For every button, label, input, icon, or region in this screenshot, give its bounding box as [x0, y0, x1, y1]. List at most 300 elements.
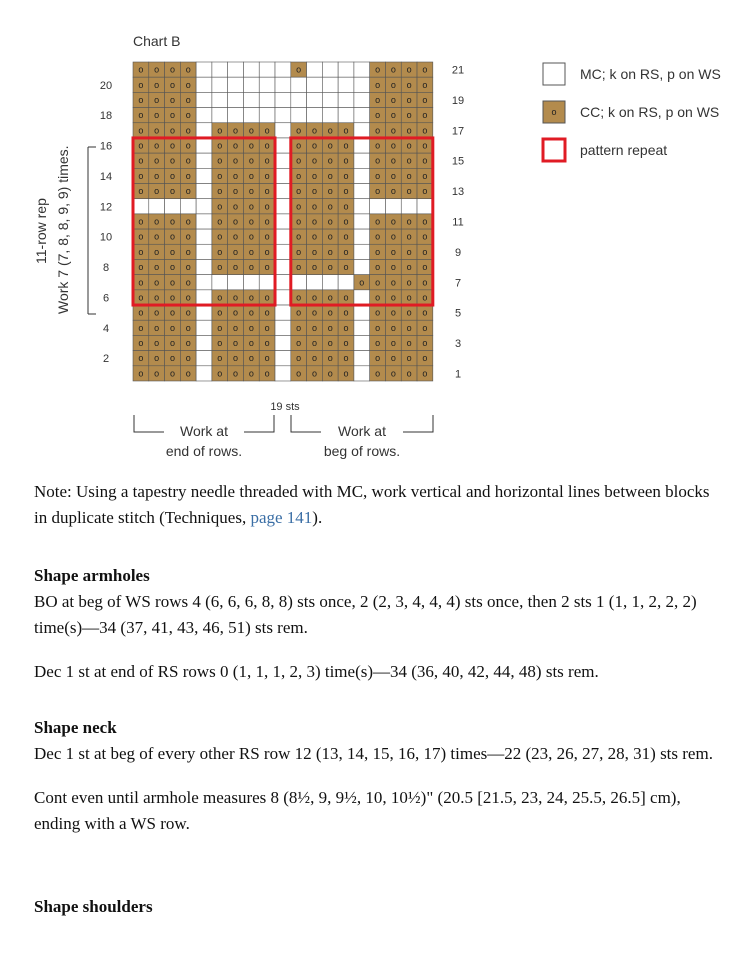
cc-stitch-symbol: o: [422, 277, 428, 288]
cc-stitch-symbol: o: [390, 277, 396, 288]
cc-stitch-symbol: o: [327, 155, 333, 166]
cc-stitch-symbol: o: [406, 170, 412, 181]
cc-stitch-symbol: o: [327, 246, 333, 257]
cc-stitch-symbol: o: [390, 140, 396, 151]
cc-stitch-symbol: o: [327, 353, 333, 364]
cc-stitch-symbol: o: [154, 64, 160, 75]
mc-stitch-cell: [275, 153, 291, 168]
cc-stitch-symbol: o: [217, 246, 223, 257]
cc-stitch-symbol: o: [375, 368, 381, 379]
cc-stitch-symbol: o: [422, 110, 428, 121]
mc-stitch-cell: [165, 199, 181, 214]
cc-stitch-symbol: o: [296, 155, 302, 166]
mc-stitch-cell: [149, 199, 165, 214]
mc-stitch-cell: [354, 229, 370, 244]
cc-stitch-symbol: o: [406, 216, 412, 227]
neck-p2: Cont even until armhole measures 8 (8½, 9, 9½, 10, 10½)" (20.5 [21.5, 23, 24, 25.5, 26.5] cm), ending with a WS row.: [34, 788, 681, 833]
cc-stitch-symbol: o: [375, 170, 381, 181]
mc-stitch-cell: [196, 123, 212, 138]
cc-stitch-symbol: o: [233, 322, 239, 333]
note-end: ).: [312, 508, 323, 527]
mc-stitch-cell: [275, 168, 291, 183]
cc-stitch-symbol: o: [343, 170, 349, 181]
cc-stitch-symbol: o: [422, 140, 428, 151]
cc-stitch-symbol: o: [185, 353, 191, 364]
cc-stitch-symbol: o: [185, 307, 191, 318]
cc-stitch-symbol: o: [248, 170, 254, 181]
mc-stitch-cell: [338, 62, 354, 77]
cc-stitch-symbol: o: [138, 94, 144, 105]
cc-stitch-symbol: o: [185, 338, 191, 349]
mc-stitch-cell: [354, 199, 370, 214]
cc-stitch-symbol: o: [343, 338, 349, 349]
mc-stitch-cell: [401, 199, 417, 214]
mc-stitch-cell: [417, 199, 433, 214]
mc-stitch-cell: [196, 290, 212, 305]
cc-stitch-symbol: o: [233, 140, 239, 151]
cc-stitch-symbol: o: [264, 307, 270, 318]
cc-stitch-symbol: o: [406, 292, 412, 303]
cc-stitch-symbol: o: [375, 64, 381, 75]
cc-stitch-symbol: o: [311, 292, 317, 303]
cc-stitch-symbol: o: [422, 353, 428, 364]
cc-stitch-symbol: o: [311, 125, 317, 136]
mc-stitch-cell: [307, 92, 323, 107]
cc-stitch-symbol: o: [233, 307, 239, 318]
mc-stitch-cell: [275, 244, 291, 259]
legend-repeat-label: pattern repeat: [580, 142, 668, 158]
cc-stitch-symbol: o: [138, 307, 144, 318]
cc-stitch-symbol: o: [406, 64, 412, 75]
cc-stitch-symbol: o: [390, 292, 396, 303]
cc-stitch-symbol: o: [233, 246, 239, 257]
cc-stitch-symbol: o: [390, 186, 396, 197]
cc-stitch-symbol: o: [248, 262, 254, 273]
cc-stitch-symbol: o: [327, 231, 333, 242]
mc-stitch-cell: [243, 77, 259, 92]
mc-stitch-cell: [354, 153, 370, 168]
cc-stitch-symbol: o: [296, 246, 302, 257]
mc-stitch-cell: [338, 92, 354, 107]
cc-stitch-symbol: o: [422, 155, 428, 166]
cc-stitch-symbol: o: [390, 64, 396, 75]
cc-stitch-symbol: o: [327, 338, 333, 349]
cc-stitch-symbol: o: [422, 231, 428, 242]
mc-stitch-cell: [196, 153, 212, 168]
cc-stitch-symbol: o: [248, 155, 254, 166]
cc-stitch-symbol: o: [138, 322, 144, 333]
cc-stitch-symbol: o: [248, 322, 254, 333]
cc-stitch-symbol: o: [406, 231, 412, 242]
mc-stitch-cell: [212, 77, 228, 92]
mc-stitch-cell: [259, 275, 275, 290]
legend-mc-label: MC; k on RS, p on WS: [580, 66, 721, 82]
cc-stitch-symbol: o: [169, 155, 175, 166]
cc-stitch-symbol: o: [311, 338, 317, 349]
cc-stitch-symbol: o: [154, 94, 160, 105]
cc-stitch-symbol: o: [248, 216, 254, 227]
cc-stitch-symbol: o: [185, 170, 191, 181]
mc-stitch-cell: [275, 259, 291, 274]
cc-stitch-symbol: o: [311, 201, 317, 212]
cc-stitch-symbol: o: [169, 94, 175, 105]
cc-stitch-symbol: o: [406, 338, 412, 349]
mc-stitch-cell: [275, 138, 291, 153]
right-row-numbers: [452, 65, 464, 381]
cc-stitch-symbol: o: [311, 231, 317, 242]
note-paragraph: [34, 479, 724, 531]
left-row-numbers: [100, 80, 112, 365]
chart-grid: [133, 62, 433, 381]
cc-stitch-symbol: o: [169, 64, 175, 75]
cc-stitch-symbol: o: [296, 140, 302, 151]
right-row-number: 5: [454, 307, 462, 320]
cc-stitch-symbol: o: [390, 94, 396, 105]
armholes-section: [34, 563, 724, 685]
mc-stitch-cell: [259, 77, 275, 92]
cc-stitch-symbol: o: [264, 368, 270, 379]
mc-stitch-cell: [228, 275, 244, 290]
cc-stitch-symbol: o: [169, 216, 175, 227]
mc-stitch-cell: [212, 108, 228, 123]
mc-stitch-cell: [275, 320, 291, 335]
cc-stitch-symbol: o: [217, 338, 223, 349]
cc-stitch-symbol: o: [375, 125, 381, 136]
mc-stitch-cell: [259, 62, 275, 77]
cc-stitch-symbol: o: [185, 140, 191, 151]
cc-stitch-symbol: o: [233, 353, 239, 364]
right-row-number: 3: [454, 338, 462, 351]
cc-stitch-symbol: o: [217, 186, 223, 197]
cc-stitch-symbol: o: [390, 110, 396, 121]
chart-b: [0, 0, 750, 470]
cc-stitch-symbol: o: [311, 216, 317, 227]
cc-stitch-symbol: o: [217, 201, 223, 212]
cc-stitch-symbol: o: [343, 262, 349, 273]
cc-stitch-symbol: o: [138, 216, 144, 227]
cc-stitch-symbol: o: [138, 79, 144, 90]
cc-stitch-symbol: o: [217, 262, 223, 273]
cc-stitch-symbol: o: [185, 216, 191, 227]
cc-stitch-symbol: o: [154, 322, 160, 333]
mc-stitch-cell: [275, 214, 291, 229]
cc-stitch-symbol: o: [248, 125, 254, 136]
cc-stitch-symbol: o: [185, 125, 191, 136]
cc-stitch-symbol: o: [406, 262, 412, 273]
cc-stitch-symbol: o: [375, 94, 381, 105]
cc-stitch-symbol: o: [154, 110, 160, 121]
cc-stitch-symbol: o: [185, 110, 191, 121]
cc-stitch-symbol: o: [264, 216, 270, 227]
mc-stitch-cell: [259, 108, 275, 123]
cc-stitch-symbol: o: [375, 155, 381, 166]
mc-stitch-cell: [291, 108, 307, 123]
cc-stitch-symbol: o: [185, 277, 191, 288]
cc-stitch-symbol: o: [311, 353, 317, 364]
armholes-p2: Dec 1 st at end of RS rows 0 (1, 1, 1, 2, 3) time(s)—34 (36, 40, 42, 44, 48) sts rem.: [34, 662, 599, 681]
mc-stitch-cell: [307, 77, 323, 92]
mc-stitch-cell: [243, 108, 259, 123]
mc-stitch-cell: [307, 275, 323, 290]
mc-stitch-cell: [196, 184, 212, 199]
right-row-number: 1: [454, 368, 462, 381]
cc-stitch-symbol: o: [406, 277, 412, 288]
mc-stitch-cell: [322, 62, 338, 77]
cc-stitch-symbol: o: [406, 110, 412, 121]
cc-stitch-symbol: o: [343, 216, 349, 227]
cc-stitch-symbol: o: [296, 186, 302, 197]
left-row-number: 2: [102, 353, 110, 366]
cc-stitch-symbol: o: [390, 353, 396, 364]
cc-stitch-symbol: o: [185, 155, 191, 166]
mc-stitch-cell: [354, 259, 370, 274]
shoulders-heading: Shape shoulders: [34, 897, 153, 916]
cc-stitch-symbol: o: [406, 155, 412, 166]
cc-stitch-symbol: o: [248, 292, 254, 303]
mc-stitch-cell: [196, 214, 212, 229]
cc-stitch-symbol: o: [327, 368, 333, 379]
cc-stitch-symbol: o: [311, 140, 317, 151]
cc-stitch-symbol: o: [406, 125, 412, 136]
cc-stitch-symbol: o: [169, 110, 175, 121]
shoulders-section: [34, 894, 724, 920]
cc-stitch-symbol: o: [169, 231, 175, 242]
cc-stitch-symbol: o: [169, 277, 175, 288]
cc-stitch-symbol: o: [343, 246, 349, 257]
cc-stitch-symbol: o: [264, 246, 270, 257]
cc-stitch-symbol: o: [217, 170, 223, 181]
cc-stitch-symbol: o: [422, 64, 428, 75]
neck-section: [34, 715, 724, 837]
cc-stitch-symbol: o: [422, 338, 428, 349]
cc-stitch-symbol: o: [138, 125, 144, 136]
right-row-number: 21: [451, 64, 465, 77]
cc-stitch-symbol: o: [233, 292, 239, 303]
cc-stitch-symbol: o: [217, 231, 223, 242]
cc-stitch-symbol: o: [264, 186, 270, 197]
cc-stitch-symbol: o: [296, 292, 302, 303]
neck-p1: Dec 1 st at beg of every other RS row 12 (13, 14, 15, 16, 17) times—22 (23, 26, 27, 28, 31) sts rem.: [34, 744, 713, 763]
cc-stitch-symbol: o: [375, 322, 381, 333]
armholes-heading: Shape armholes: [34, 566, 150, 585]
mc-stitch-cell: [228, 77, 244, 92]
cc-stitch-symbol: o: [264, 322, 270, 333]
cc-stitch-symbol: o: [233, 155, 239, 166]
cc-stitch-symbol: o: [375, 338, 381, 349]
mc-stitch-cell: [196, 138, 212, 153]
cc-stitch-symbol: o: [138, 338, 144, 349]
cc-stitch-symbol: o: [327, 292, 333, 303]
mc-stitch-cell: [275, 62, 291, 77]
legend-repeat-swatch: [543, 139, 565, 161]
cc-stitch-symbol: o: [327, 322, 333, 333]
cc-stitch-symbol: o: [390, 307, 396, 318]
mc-stitch-cell: [385, 199, 401, 214]
cc-stitch-symbol: o: [138, 186, 144, 197]
cc-stitch-symbol: o: [390, 262, 396, 273]
cc-stitch-symbol: o: [406, 186, 412, 197]
cc-stitch-symbol: o: [343, 140, 349, 151]
left-row-number: 10: [99, 231, 113, 244]
mc-stitch-cell: [275, 108, 291, 123]
cc-stitch-symbol: o: [343, 353, 349, 364]
mc-stitch-cell: [354, 92, 370, 107]
mc-stitch-cell: [275, 351, 291, 366]
mc-stitch-cell: [180, 199, 196, 214]
cc-stitch-symbol: o: [154, 262, 160, 273]
mc-stitch-cell: [354, 366, 370, 381]
cc-stitch-symbol: o: [169, 186, 175, 197]
cc-stitch-symbol: o: [359, 277, 365, 288]
cc-stitch-symbol: o: [169, 338, 175, 349]
cc-stitch-symbol: o: [185, 292, 191, 303]
cc-stitch-symbol: o: [248, 353, 254, 364]
mc-stitch-cell: [307, 62, 323, 77]
cc-stitch-symbol: o: [296, 64, 302, 75]
cc-stitch-symbol: o: [375, 292, 381, 303]
cc-stitch-symbol: o: [264, 262, 270, 273]
cc-stitch-symbol: o: [343, 368, 349, 379]
cc-stitch-symbol: o: [375, 216, 381, 227]
cc-stitch-symbol: o: [296, 216, 302, 227]
cc-stitch-symbol: o: [154, 246, 160, 257]
cc-stitch-symbol: o: [264, 353, 270, 364]
legend-cc-label: CC; k on RS, p on WS: [580, 104, 720, 120]
cc-stitch-symbol: o: [375, 140, 381, 151]
cc-stitch-symbol: o: [138, 246, 144, 257]
cc-stitch-symbol: o: [248, 368, 254, 379]
left-row-number: 20: [99, 79, 113, 92]
cc-stitch-symbol: o: [375, 186, 381, 197]
cc-stitch-symbol: o: [311, 155, 317, 166]
cc-stitch-symbol: o: [390, 125, 396, 136]
mc-stitch-cell: [291, 275, 307, 290]
left-row-number: 18: [99, 110, 113, 123]
cc-stitch-symbol: o: [390, 216, 396, 227]
cc-stitch-symbol: o: [296, 338, 302, 349]
mc-stitch-cell: [354, 305, 370, 320]
mc-stitch-cell: [196, 335, 212, 350]
mc-stitch-cell: [354, 290, 370, 305]
cc-stitch-symbol: o: [327, 201, 333, 212]
cc-stitch-symbol: o: [343, 231, 349, 242]
mc-stitch-cell: [275, 290, 291, 305]
cc-stitch-symbol: o: [154, 186, 160, 197]
cc-stitch-symbol: o: [138, 140, 144, 151]
cc-stitch-symbol: o: [138, 110, 144, 121]
mc-stitch-cell: [196, 351, 212, 366]
cc-stitch-symbol: o: [154, 125, 160, 136]
bracket-right-line2: beg of rows.: [323, 443, 401, 459]
cc-stitch-symbol: o: [248, 201, 254, 212]
cc-stitch-symbol: o: [311, 262, 317, 273]
cc-stitch-symbol: o: [375, 307, 381, 318]
mc-stitch-cell: [133, 199, 149, 214]
rep-label-line2: Work 7 (7, 8, 8, 9, 9) times.: [55, 145, 71, 314]
cc-stitch-symbol: o: [154, 216, 160, 227]
cc-stitch-symbol: o: [154, 231, 160, 242]
cc-stitch-symbol: o: [422, 322, 428, 333]
cc-stitch-symbol: o: [311, 186, 317, 197]
cc-stitch-symbol: o: [406, 246, 412, 257]
cc-stitch-symbol: o: [169, 170, 175, 181]
chart-title: Chart B: [133, 33, 181, 49]
cc-stitch-symbol: o: [217, 125, 223, 136]
legend-mc-swatch: [543, 63, 565, 85]
mc-stitch-cell: [354, 62, 370, 77]
cc-stitch-symbol: o: [406, 322, 412, 333]
cc-stitch-symbol: o: [264, 231, 270, 242]
mc-stitch-cell: [243, 62, 259, 77]
cc-stitch-symbol: o: [264, 201, 270, 212]
cc-stitch-symbol: o: [343, 155, 349, 166]
cc-stitch-symbol: o: [422, 170, 428, 181]
cc-stitch-symbol: o: [375, 231, 381, 242]
cc-stitch-symbol: o: [327, 125, 333, 136]
left-row-number: 6: [102, 292, 110, 305]
mc-stitch-cell: [196, 259, 212, 274]
cc-stitch-symbol: o: [375, 79, 381, 90]
cc-stitch-symbol: o: [185, 262, 191, 273]
mc-stitch-cell: [212, 275, 228, 290]
cc-stitch-symbol: o: [169, 368, 175, 379]
cc-stitch-symbol: o: [185, 186, 191, 197]
cc-stitch-symbol: o: [422, 368, 428, 379]
cc-stitch-symbol: o: [375, 110, 381, 121]
mc-stitch-cell: [354, 351, 370, 366]
mc-stitch-cell: [196, 275, 212, 290]
cc-stitch-symbol: o: [343, 201, 349, 212]
mc-stitch-cell: [370, 199, 386, 214]
cc-stitch-symbol: o: [217, 292, 223, 303]
cc-stitch-symbol: o: [185, 79, 191, 90]
rep-label-line1: 11-row rep: [33, 198, 49, 264]
mc-stitch-cell: [275, 229, 291, 244]
stitch-count: 19 sts: [270, 401, 300, 413]
cc-stitch-symbol: o: [217, 307, 223, 318]
cc-stitch-symbol: o: [185, 246, 191, 257]
cc-stitch-symbol: o: [422, 79, 428, 90]
cc-stitch-symbol: o: [327, 262, 333, 273]
cc-stitch-symbol: o: [390, 79, 396, 90]
cc-stitch-symbol: o: [390, 170, 396, 181]
cc-stitch-symbol: o: [422, 216, 428, 227]
cc-stitch-symbol: o: [169, 246, 175, 257]
cc-stitch-symbol: o: [390, 368, 396, 379]
right-row-number: 19: [451, 94, 465, 107]
cc-stitch-symbol: o: [422, 262, 428, 273]
cc-stitch-symbol: o: [406, 307, 412, 318]
cc-stitch-symbol: o: [233, 125, 239, 136]
cc-stitch-symbol: o: [154, 368, 160, 379]
mc-stitch-cell: [228, 108, 244, 123]
cc-stitch-symbol: o: [169, 322, 175, 333]
legend-cc-symbol: o: [551, 107, 557, 117]
cc-stitch-symbol: o: [217, 216, 223, 227]
mc-stitch-cell: [275, 123, 291, 138]
cc-stitch-symbol: o: [406, 353, 412, 364]
cc-stitch-symbol: o: [296, 170, 302, 181]
cc-stitch-symbol: o: [185, 368, 191, 379]
cc-stitch-symbol: o: [327, 170, 333, 181]
cc-stitch-symbol: o: [264, 170, 270, 181]
cc-stitch-symbol: o: [390, 322, 396, 333]
cc-stitch-symbol: o: [217, 353, 223, 364]
cc-stitch-symbol: o: [169, 79, 175, 90]
cc-stitch-symbol: o: [154, 79, 160, 90]
bracket-right-line1: Work at: [338, 423, 386, 439]
page-link[interactable]: page 141: [250, 508, 313, 527]
